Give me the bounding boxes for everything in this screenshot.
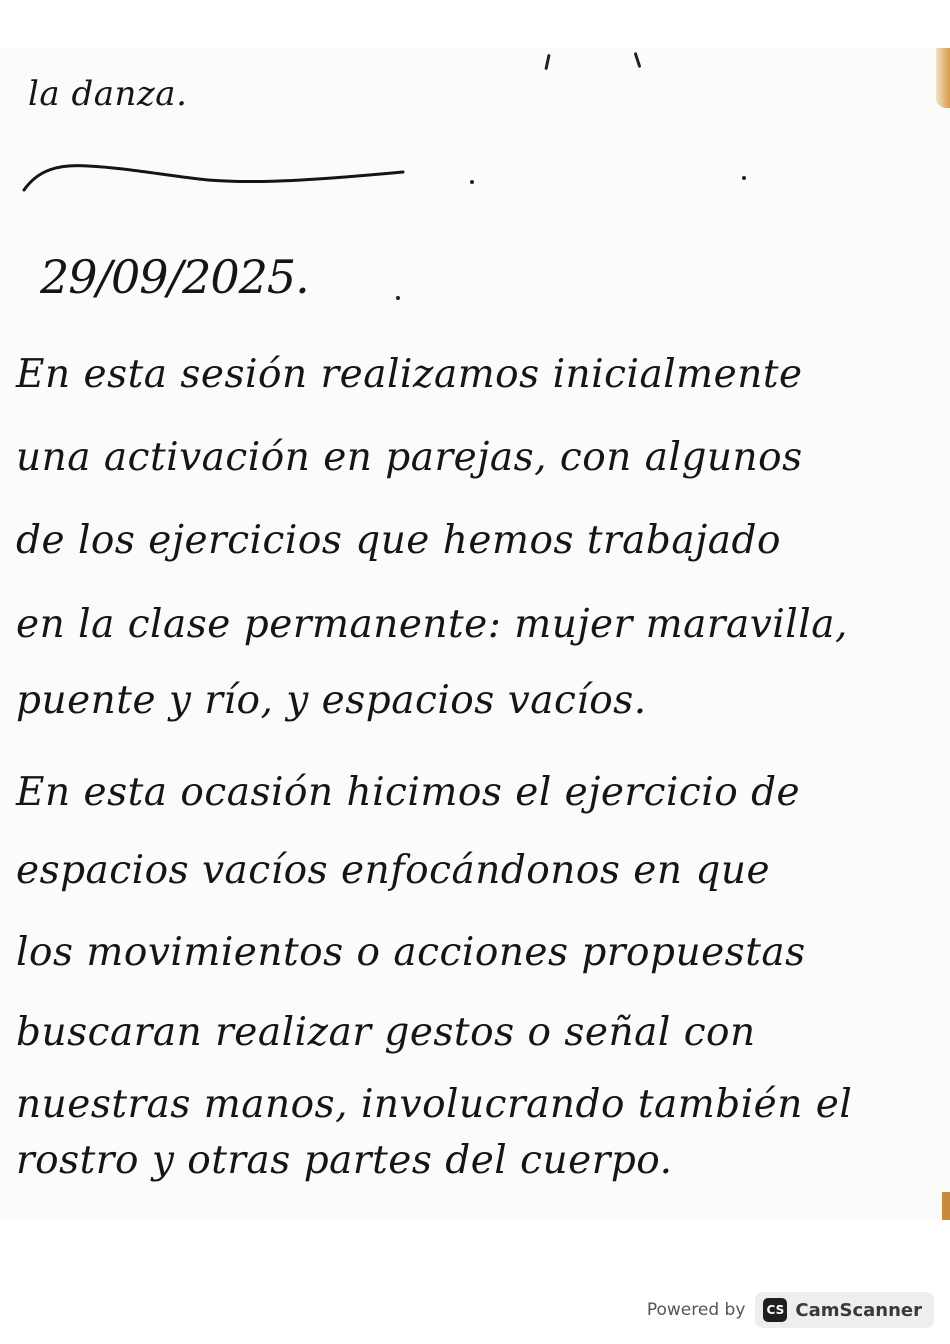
- text-line: una activación en parejas, con algunos: [16, 435, 803, 480]
- text-line: espacios vacíos enfocándonos en que: [16, 848, 771, 893]
- text-line: nuestras manos, involucrando también el: [16, 1082, 853, 1127]
- camscanner-badge: [755, 1292, 934, 1328]
- powered-by-label: Powered by: [646, 1300, 746, 1320]
- camscanner-watermark: [647, 1290, 934, 1330]
- paper-edge-top: [936, 48, 950, 108]
- text-line: en la clase permanente: mujer maravilla,: [16, 602, 848, 647]
- paper-edge-bottom: [942, 1192, 950, 1220]
- pen-dot: [470, 180, 474, 184]
- text-line: En esta ocasión hicimos el ejercicio de: [16, 770, 801, 815]
- text-line: los movimientos o acciones propuestas: [16, 930, 806, 975]
- text-line: buscaran realizar gestos o señal con: [16, 1010, 756, 1055]
- entry-date: 29/09/2025.: [40, 250, 309, 304]
- text-line: puente y río, y espacios vacíos.: [16, 678, 647, 723]
- text-line: En esta sesión realizamos inicialmente: [16, 352, 803, 397]
- section-divider-squiggle: [18, 150, 408, 200]
- pen-dot: [742, 176, 746, 180]
- previous-page-ending: la danza.: [28, 74, 188, 114]
- pen-dot: [396, 296, 400, 300]
- text-line: de los ejercicios que hemos trabajado: [16, 518, 781, 563]
- camscanner-brand-name: CamScanner: [795, 1299, 922, 1321]
- camscanner-logo-icon: CS: [763, 1298, 787, 1322]
- text-line: rostro y otras partes del cuerpo.: [16, 1138, 673, 1183]
